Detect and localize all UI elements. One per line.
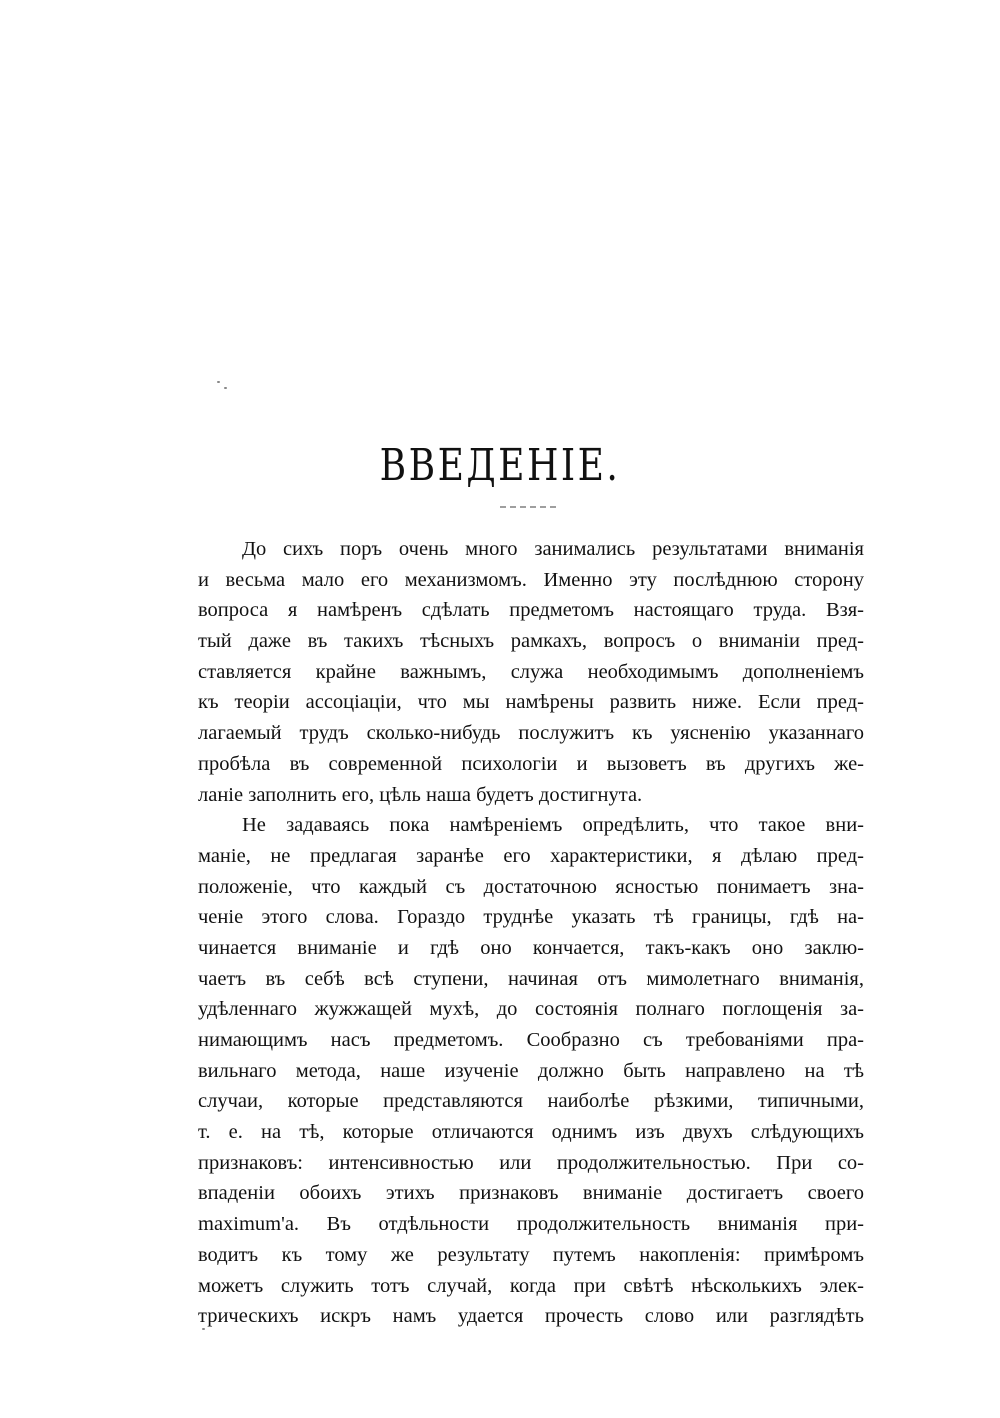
text-line: ланіе заполнить его, цѣль наша будетъ достигнута. (198, 783, 643, 806)
text-line: признаковъ: интенсивностью или продолжительностью. При со- (198, 1151, 864, 1174)
text-line: водитъ къ тому же результату путемъ накопленія: примѣромъ (198, 1243, 864, 1266)
heading-divider (500, 506, 556, 508)
text-line: ченіе этого слова. Гораздо труднѣе указать тѣ границы, гдѣ на- (198, 906, 864, 929)
text-line: удѣленнаго жужжащей мухѣ, до состоянія полнаго поглощенія за- (198, 998, 864, 1021)
text-line: къ теоріи ассоціаціи, что мы намѣрены развить ниже. Если пред- (198, 691, 864, 714)
text-line: ставляется крайне важнымъ, служа необходимымъ дополненіемъ (198, 660, 864, 683)
text-line: До сихъ поръ очень много занимались результатами вниманія (242, 538, 864, 560)
scan-speck (224, 387, 227, 389)
text-line: нимающимъ насъ предметомъ. Сообразно съ требованіями пра- (198, 1029, 864, 1051)
text-line: тый даже въ такихъ тѣсныхъ рамкахъ, вопросъ о вниманіи пред- (198, 630, 864, 653)
text-line: т. е. на тѣ, которые отличаются однимъ изъ двухъ слѣдующихъ (198, 1121, 864, 1144)
chapter-heading: ВВЕДЕНІЕ. (379, 440, 621, 491)
text-line: пробѣла въ современной психологіи и вызоветъ въ другихъ же- (198, 752, 864, 775)
text-line: лагаемый трудъ сколько-нибудь послужитъ къ уясненію указаннаго (198, 722, 864, 745)
text-line: Не задаваясь пока намѣреніемъ опредѣлить, что такое вни- (242, 814, 864, 837)
text-line: вопроса я намѣренъ сдѣлать предметомъ настоящаго труда. Взя- (198, 599, 864, 622)
text-line: случаи, которые представляются наиболѣе рѣзкими, типичными, (198, 1090, 864, 1113)
text-line: чаетъ въ себѣ всѣ ступени, начиная отъ мимолетнаго вниманія, (198, 967, 864, 990)
text-line: maximum'a. Въ отдѣльности продолжительность вниманія при- (198, 1213, 864, 1236)
body-text (198, 534, 864, 1332)
scan-speck (217, 381, 220, 383)
text-line: маніе, не предлагая заранѣе его характеристики, я дѣлаю пред- (198, 844, 864, 867)
text-line: и весьма мало его механизмомъ. Именно эту послѣднюю сторону (198, 568, 864, 591)
text-line: впаденіи обоихъ этихъ признаковъ вниманіе достигаетъ своего (198, 1182, 864, 1205)
text-line: трическихъ искръ намъ удается прочесть слово или разглядѣть (198, 1305, 864, 1328)
text-line: можетъ служить тотъ случай, когда при свѣтѣ нѣсколькихъ элек- (198, 1274, 864, 1297)
text-line: вильнаго метода, наше изученіе должно быть направлено на тѣ (198, 1059, 864, 1082)
text-line: чинается вниманіе и гдѣ оно кончается, такъ-какъ оно заклю- (198, 936, 864, 959)
text-line: положеніе, что каждый съ достаточною ясностью понимаетъ зна- (198, 875, 864, 898)
